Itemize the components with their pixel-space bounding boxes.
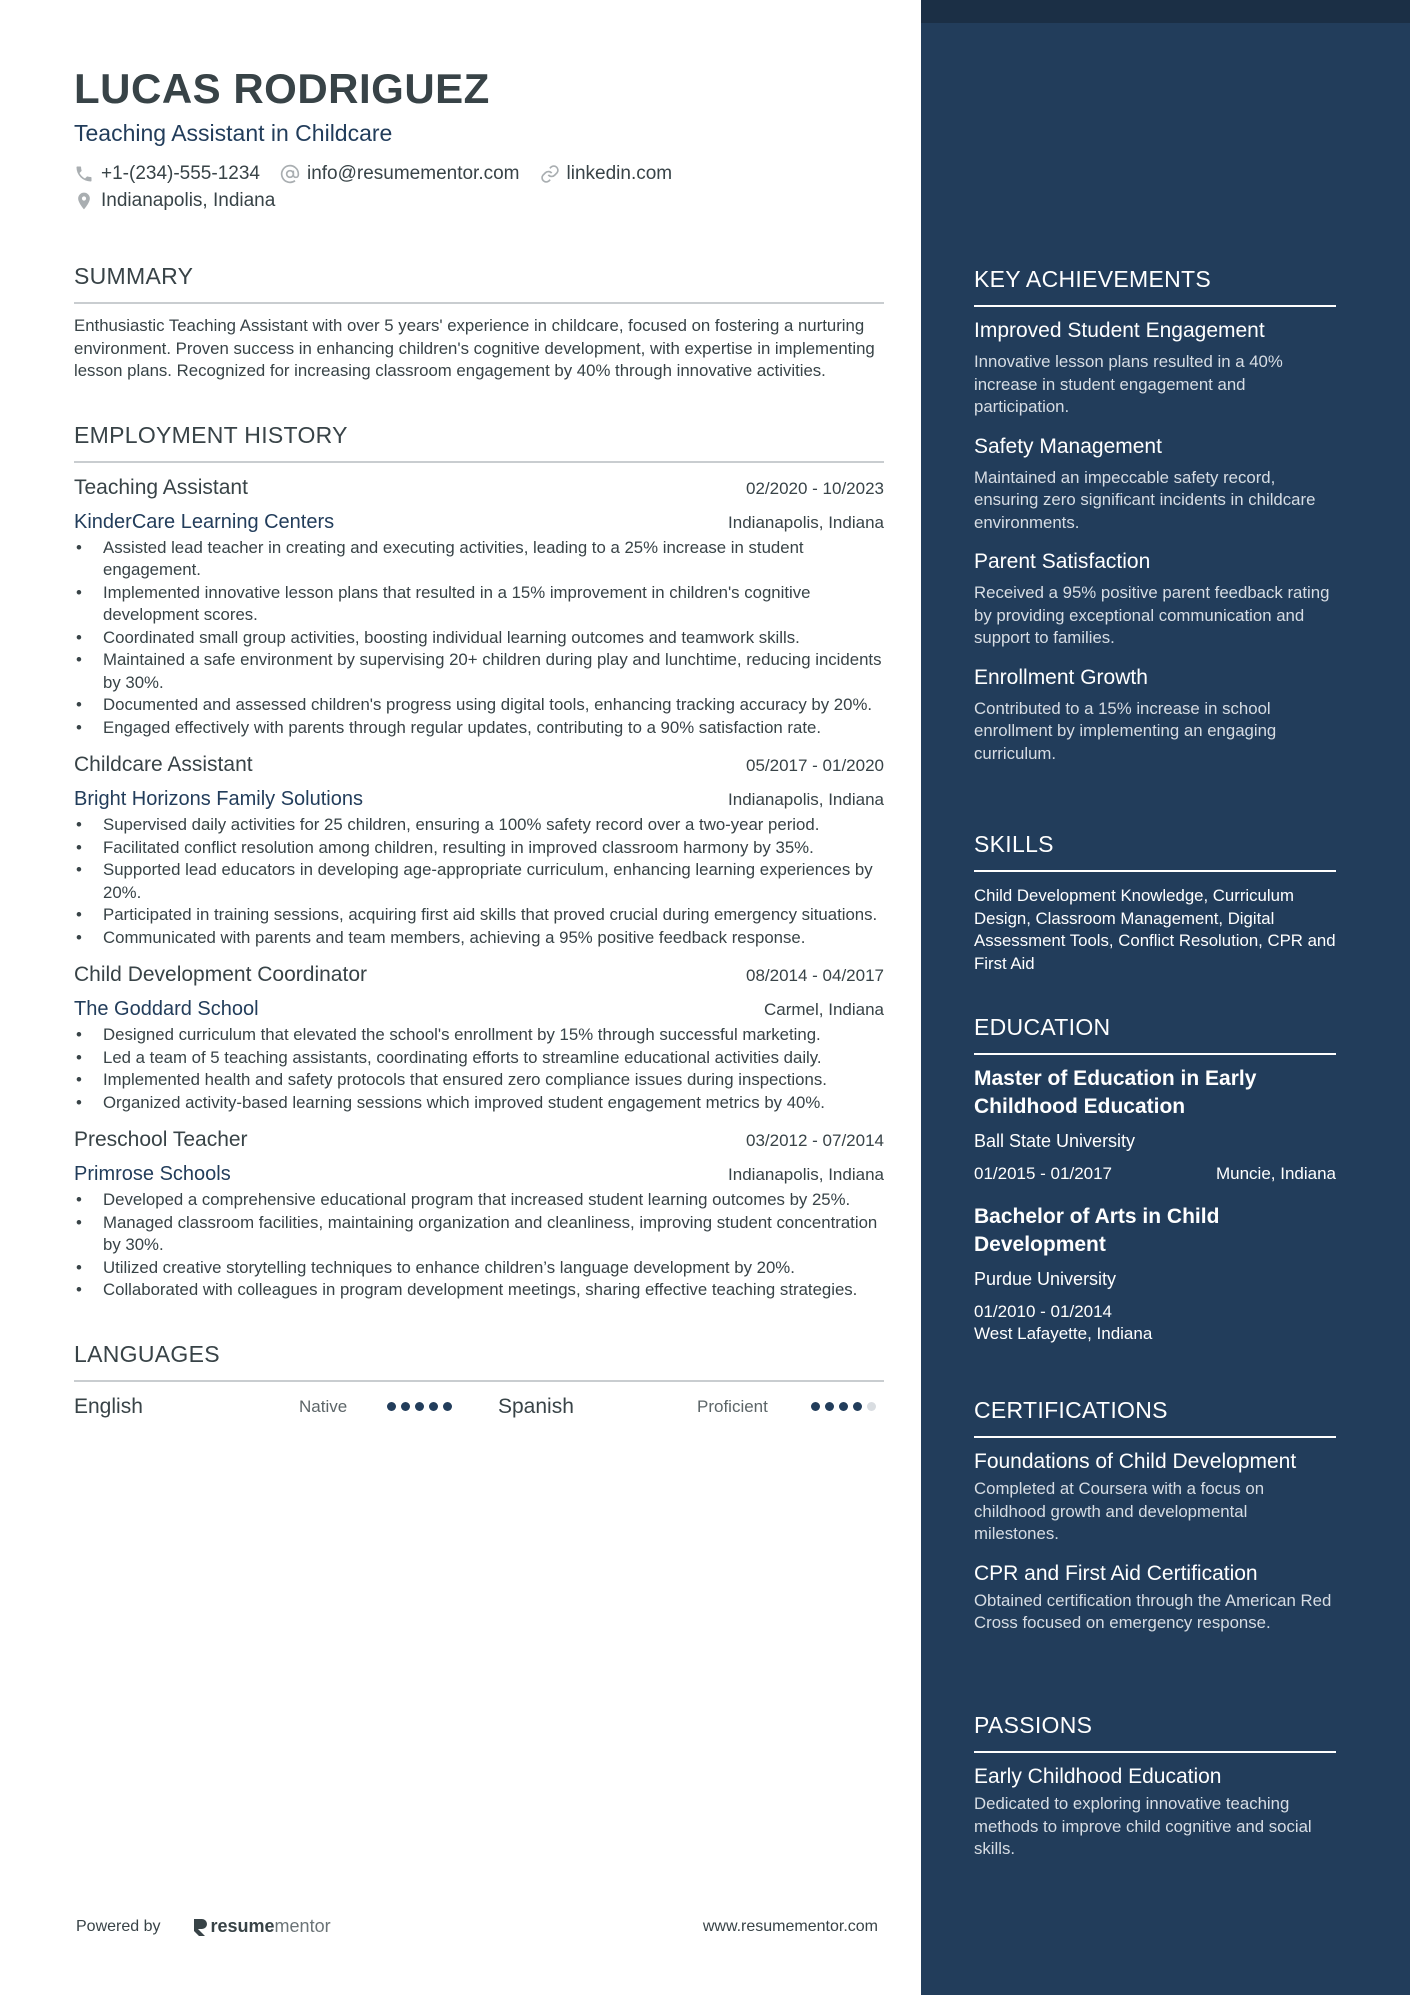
- education-section: [974, 1013, 1336, 1345]
- job-entry: [74, 751, 884, 949]
- achievement-desc: Maintained an impeccable safety record, ensuring zero significant incidents in childcare environments.: [974, 467, 1316, 532]
- job-bullet: • Engaged effectively with parents through regular updates, contributing to a 90% satisfaction rate.: [74, 717, 884, 740]
- contact-location: [74, 190, 275, 212]
- skills-heading: SKILLS: [974, 830, 1336, 872]
- employment-heading: EMPLOYMENT HISTORY: [74, 421, 884, 463]
- brand-light: mentor: [274, 1916, 331, 1936]
- skills-section: [974, 830, 1336, 975]
- contact-info: [74, 160, 884, 214]
- achievement-title: Safety Management: [974, 434, 1162, 458]
- job-bullets: [74, 814, 884, 949]
- education-dates: 01/2015 - 01/2017: [974, 1164, 1113, 1183]
- job-location: Indianapolis, Indiana: [728, 1165, 884, 1184]
- summary-heading: SUMMARY: [74, 262, 884, 304]
- job-bullets: [74, 1189, 884, 1302]
- certification-title: CPR and First Aid Certification: [974, 1561, 1258, 1585]
- rating-dot-filled: [401, 1402, 410, 1411]
- certification-desc: Obtained certification through the American Red Cross focused on emergency response.: [974, 1590, 1332, 1632]
- job-bullet: • Communicated with parents and team members, achieving a 95% positive feedback response.: [74, 927, 884, 950]
- education-dates: 01/2010 - 01/2014: [974, 1302, 1113, 1321]
- job-dates: 05/2017 - 01/2020: [745, 756, 884, 775]
- job-company: Primrose Schools: [74, 1163, 231, 1185]
- achievement-title: Enrollment Growth: [974, 665, 1148, 689]
- job-entry: [74, 1126, 884, 1302]
- job-role: Teaching Assistant: [74, 475, 248, 499]
- sidebar-top-band: [921, 0, 1410, 23]
- job-company: KinderCare Learning Centers: [74, 510, 335, 533]
- job-bullet: • Supported lead educators in developing age-appropriate curriculum, enhancing learning experiences by 20%.: [74, 859, 884, 904]
- rating-dot-filled: [825, 1402, 834, 1411]
- job-bullets: [74, 1024, 884, 1114]
- passion-item: [974, 1763, 1336, 1861]
- rating-dot-filled: [415, 1402, 424, 1411]
- language-level: Proficient: [697, 1396, 768, 1416]
- languages-heading: LANGUAGES: [74, 1340, 884, 1382]
- job-bullet: • Documented and assessed children's progress using digital tools, enhancing tracking accuracy by 20%.: [74, 694, 884, 717]
- job-bullet: • Led a team of 5 teaching assistants, coordinating efforts to streamline educational activities daily.: [74, 1047, 884, 1070]
- job-bullet: • Implemented health and safety protocols that ensured zero compliance issues during inspections.: [74, 1069, 884, 1092]
- achievement-desc: Innovative lesson plans resulted in a 40% increase in student engagement and participation.: [974, 352, 1283, 416]
- education-school: Ball State University: [974, 1131, 1136, 1151]
- passions-section: [974, 1711, 1336, 1861]
- location-text: Indianapolis, Indiana: [101, 189, 276, 211]
- rating-dot-filled: [839, 1402, 848, 1411]
- achievement-item: [974, 317, 1336, 419]
- achievement-title: Improved Student Engagement: [974, 319, 1265, 342]
- employment-section: [74, 421, 884, 1302]
- education-location: West Lafayette, Indiana: [974, 1324, 1153, 1343]
- certification-title: Foundations of Child Development: [974, 1450, 1297, 1473]
- job-dates: 03/2012 - 07/2014: [745, 1131, 884, 1150]
- job-role: Child Development Coordinator: [74, 963, 367, 986]
- achievement-item: [974, 664, 1336, 766]
- job-location: Indianapolis, Indiana: [728, 790, 884, 809]
- language-name: Spanish: [498, 1394, 574, 1418]
- job-entry: [74, 961, 884, 1114]
- brand-mark-icon: [192, 1917, 208, 1937]
- education-degree: Master of Education in Early Childhood Education: [974, 1067, 1257, 1118]
- page-footer: [76, 1916, 878, 1937]
- map-pin-icon: [74, 191, 94, 211]
- linkedin-text: linkedin.com: [566, 162, 673, 184]
- phone-text: +1-(234)-555-1234: [101, 162, 260, 184]
- footer-website-link[interactable]: www.resumementor.com: [702, 1917, 878, 1935]
- job-bullet: • Utilized creative storytelling techniques to enhance children’s language development by 20%.: [74, 1257, 884, 1280]
- achievement-desc: Received a 95% positive parent feedback rating by providing exceptional communication and support to families.: [974, 583, 1330, 647]
- passions-heading: PASSIONS: [974, 1711, 1336, 1753]
- languages-section: [74, 1340, 884, 1421]
- passion-desc: Dedicated to exploring innovative teaching methods to improve child cognitive and social skills.: [974, 1794, 1312, 1858]
- job-bullet: • Supervised daily activities for 25 children, ensuring a 100% safety record over a two-year period.: [74, 814, 884, 837]
- education-school: Purdue University: [974, 1269, 1117, 1289]
- powered-by-label: Powered by: [76, 1917, 161, 1935]
- education-heading: EDUCATION: [974, 1013, 1336, 1055]
- language-name: English: [74, 1394, 143, 1418]
- brand-bold: resume: [210, 1916, 275, 1936]
- rating-dot-filled: [387, 1402, 396, 1411]
- skills-text: Child Development Knowledge, Curriculum Design, Classroom Management, Digital Assessment Tools, Conflict Resolution, CPR and First Aid: [974, 886, 1336, 973]
- passion-title: Early Childhood Education: [974, 1765, 1222, 1788]
- education-item: [974, 1065, 1336, 1185]
- phone-icon: [74, 164, 94, 184]
- achievements-heading: KEY ACHIEVEMENTS: [974, 265, 1336, 307]
- education-location: Muncie, Indiana: [1215, 1164, 1336, 1183]
- achievement-item: [974, 433, 1336, 535]
- email-text: info@resumementor.com: [306, 162, 520, 184]
- achievement-desc: Contributed to a 15% increase in school enrollment by implementing an engaging curriculum.: [974, 698, 1277, 763]
- job-bullet: • Collaborated with colleagues in program development meetings, sharing effective teaching strategies.: [74, 1279, 884, 1302]
- achievement-item: [974, 548, 1336, 650]
- job-bullet: • Designed curriculum that elevated the school's enrollment by 15% through successful marketing.: [74, 1024, 884, 1047]
- contact-phone[interactable]: [74, 163, 260, 185]
- certification-item: [974, 1448, 1336, 1546]
- certifications-section: [974, 1396, 1336, 1635]
- summary-section: [74, 262, 884, 383]
- rating-dot-filled: [443, 1402, 452, 1411]
- job-bullet: • Participated in training sessions, acquiring first aid skills that proved crucial during emergency situations.: [74, 904, 884, 927]
- job-location: Indianapolis, Indiana: [728, 512, 884, 532]
- job-bullet: • Organized activity-based learning sessions which improved student engagement metrics by 40%.: [74, 1092, 884, 1115]
- job-role: Preschool Teacher: [74, 1128, 248, 1151]
- achievements-section: [974, 265, 1336, 765]
- brand-logo[interactable]: [192, 1916, 331, 1937]
- rating-dot-filled: [811, 1402, 820, 1411]
- candidate-title: Teaching Assistant in Childcare: [74, 120, 393, 146]
- rating-dot-filled: [429, 1402, 438, 1411]
- job-entry: [74, 474, 884, 740]
- job-location: Carmel, Indiana: [763, 1000, 884, 1019]
- job-bullet: • Managed classroom facilities, maintaining organization and cleanliness, improving student concentration by 30%.: [74, 1212, 884, 1257]
- education-degree: Bachelor of Arts in Child Development: [974, 1205, 1220, 1256]
- education-item: [974, 1203, 1336, 1345]
- language-rating: [387, 1402, 498, 1411]
- job-bullet: • Implemented innovative lesson plans that resulted in a 15% improvement in children's cognitive development scores.: [74, 582, 884, 627]
- achievement-title: Parent Satisfaction: [974, 550, 1151, 573]
- job-bullets: [74, 537, 884, 740]
- at-sign-icon: [280, 164, 300, 184]
- job-company: Bright Horizons Family Solutions: [74, 788, 363, 810]
- language-rating: [811, 1402, 876, 1411]
- certification-item: [974, 1560, 1336, 1635]
- contact-email[interactable]: [280, 163, 520, 185]
- link-icon: [540, 164, 560, 184]
- certifications-heading: CERTIFICATIONS: [974, 1396, 1336, 1438]
- job-bullet: • Assisted lead teacher in creating and executing activities, leading to a 25% increase in student engagement.: [74, 537, 884, 582]
- rating-dot-empty: [867, 1402, 876, 1411]
- job-bullet: • Facilitated conflict resolution among children, resulting in improved classroom harmony by 35%.: [74, 837, 884, 860]
- main-column: [74, 62, 884, 1421]
- certification-desc: Completed at Coursera with a focus on childhood growth and developmental milestones.: [974, 1479, 1265, 1543]
- job-bullet: • Coordinated small group activities, boosting individual learning outcomes and teamwork skills.: [74, 627, 884, 650]
- language-level: Native: [299, 1396, 348, 1416]
- job-bullet: • Developed a comprehensive educational program that increased student learning outcomes by 25%.: [74, 1189, 884, 1212]
- candidate-name: LUCAS RODRIGUEZ: [74, 65, 490, 112]
- job-company: The Goddard School: [74, 998, 259, 1020]
- job-dates: 02/2020 - 10/2023: [745, 478, 884, 498]
- job-bullet: • Maintained a safe environment by supervising 20+ children during play and lunchtime, reducing incidents by 30%.: [74, 649, 884, 694]
- summary-text: Enthusiastic Teaching Assistant with over 5 years' experience in childcare, focused on fostering a nurturing environment. Proven success in enhancing children's cognitive development, with expertise in implementing lesson plans. Recognized for increasing classroom engagement by 40% through innovative activities.: [74, 316, 875, 380]
- contact-linkedin[interactable]: [540, 163, 673, 185]
- rating-dot-filled: [853, 1402, 862, 1411]
- job-dates: 08/2014 - 04/2017: [745, 966, 884, 985]
- languages-row: [74, 1393, 884, 1421]
- job-role: Childcare Assistant: [74, 753, 253, 776]
